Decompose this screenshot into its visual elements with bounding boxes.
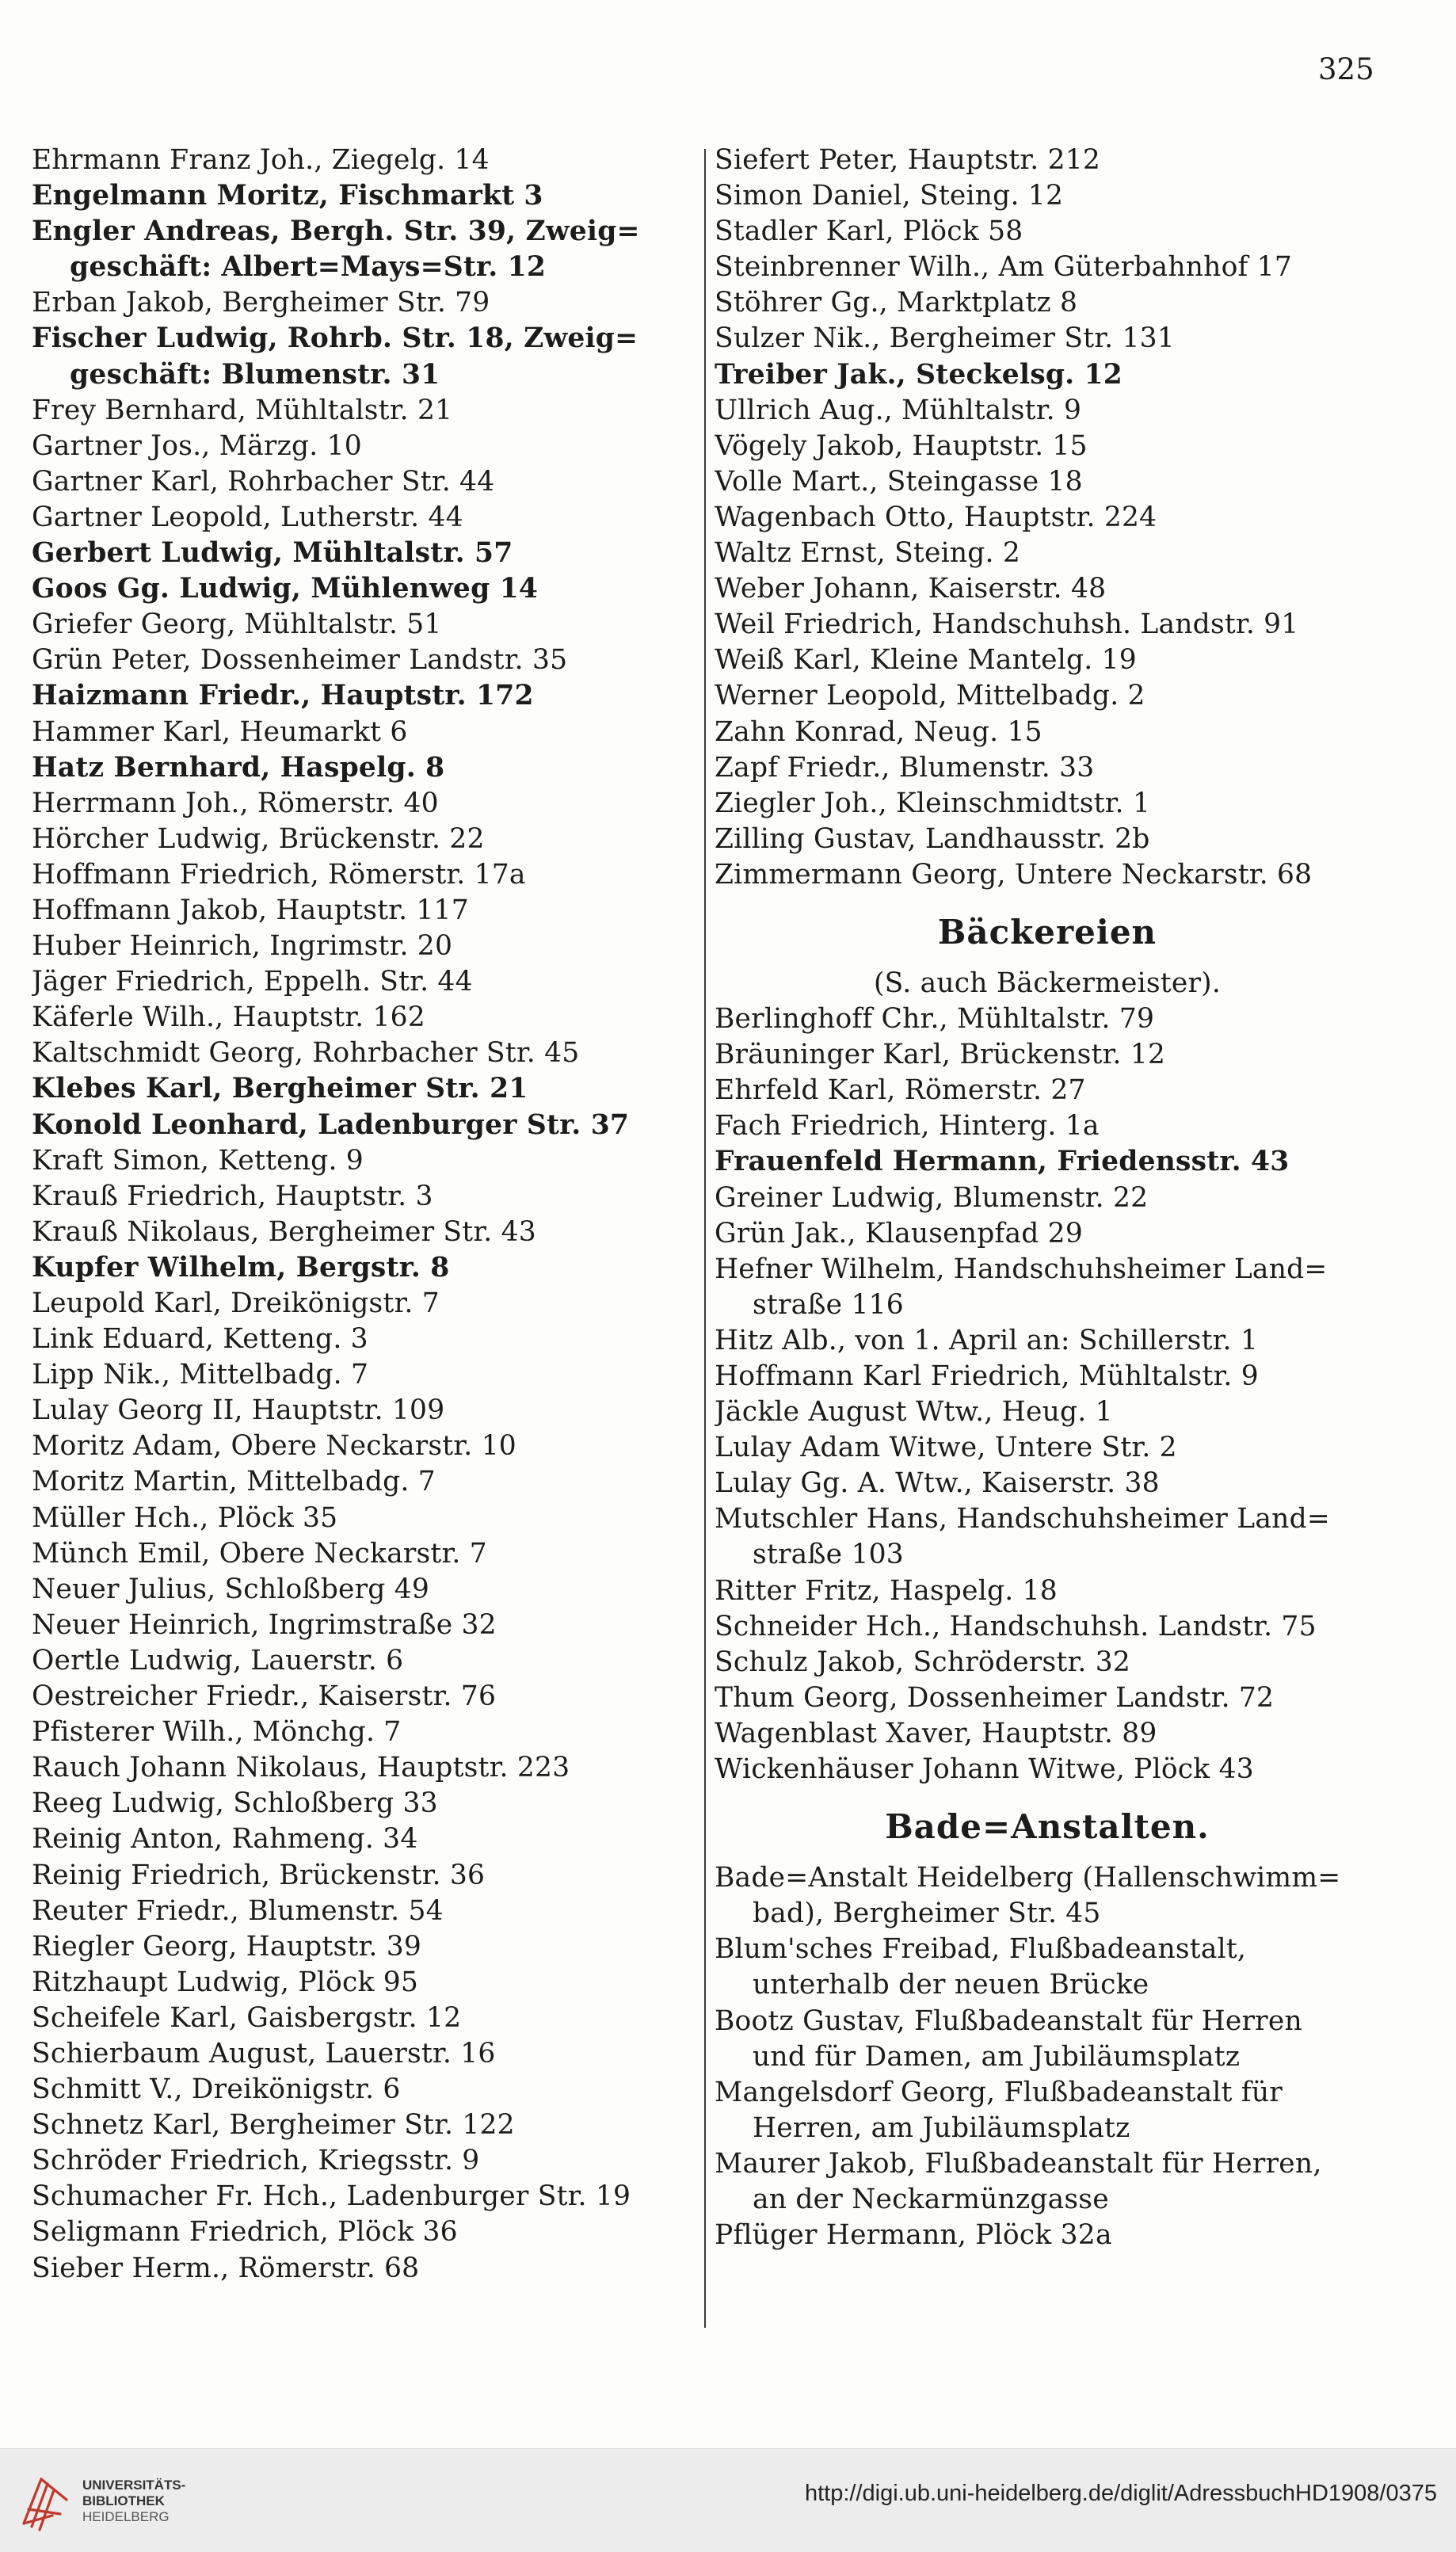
directory-entry: Rauch Johann Nikolaus, Hauptstr. 223	[32, 1752, 570, 1784]
directory-entry: Steinbrenner Wilh., Am Güterbahnhof 17	[715, 251, 1292, 284]
directory-entry: Lulay Georg II, Hauptstr. 109	[32, 1394, 445, 1427]
directory-entry: Mangelsdorf Georg, Flußbadeanstalt für	[715, 2076, 1283, 2108]
directory-entry: Frauenfeld Hermann, Friedensstr. 43	[715, 1146, 1290, 1178]
directory-entry: Schierbaum August, Lauerstr. 16	[32, 2037, 496, 2069]
directory-entry: Reuter Friedr., Blumenstr. 54	[32, 1894, 444, 1927]
directory-entry: Hörcher Ludwig, Brückenstr. 22	[32, 822, 485, 855]
directory-entry: Scheifele Karl, Gaisbergstr. 12	[32, 2001, 462, 2034]
left-column	[32, 143, 705, 2287]
footer-bar	[0, 2448, 1456, 2552]
directory-entry: Fach Friedrich, Hinterg. 1a	[715, 1110, 1100, 1142]
directory-entry: Konold Leonhard, Ladenburger Str. 37	[32, 1108, 630, 1141]
directory-entry: Schulz Jakob, Schröderstr. 32	[715, 1646, 1131, 1678]
directory-entry: Ehrmann Franz Joh., Ziegelg. 14	[32, 144, 490, 176]
directory-entry: Seligmann Friedrich, Plöck 36	[32, 2216, 458, 2249]
directory-entry: Moritz Martin, Mittelbadg. 7	[32, 1466, 436, 1498]
university-seal-icon	[17, 2468, 73, 2533]
directory-entry: Riegler Georg, Hauptstr. 39	[32, 1930, 422, 1963]
directory-entry-continuation: und für Damen, am Jubiläumsplatz	[753, 2040, 1241, 2073]
directory-entry: Weil Friedrich, Handschuhsh. Landstr. 91	[715, 608, 1299, 641]
directory-entry: Hoffmann Friedrich, Römerstr. 17a	[32, 858, 526, 891]
directory-entry: Krauß Nikolaus, Bergheimer Str. 43	[32, 1215, 536, 1248]
directory-entry: Mutschler Hans, Handschuhsheimer Land=	[715, 1503, 1330, 1535]
directory-entry: Wickenhäuser Johann Witwe, Plöck 43	[715, 1753, 1254, 1786]
directory-entry: Reeg Ludwig, Schloßberg 33	[32, 1787, 438, 1820]
directory-entry: Ritzhaupt Ludwig, Plöck 95	[32, 1966, 419, 1998]
directory-entry: Stadler Karl, Plöck 58	[715, 216, 1023, 248]
directory-entry: Fischer Ludwig, Rohrb. Str. 18, Zweig=	[32, 322, 638, 355]
page-number: 325	[1318, 52, 1374, 86]
directory-entry: Maurer Jakob, Flußbadeanstalt für Herren,	[715, 2147, 1322, 2180]
directory-entry: Kraft Simon, Ketteng. 9	[32, 1144, 364, 1177]
directory-entry: Herrmann Joh., Römerstr. 40	[32, 787, 439, 819]
directory-entry: Stöhrer Gg., Marktplatz 8	[715, 287, 1078, 319]
directory-entry: Weber Johann, Kaiserstr. 48	[715, 573, 1107, 605]
directory-entry: Wagenbach Otto, Hauptstr. 224	[715, 501, 1157, 533]
directory-entry: Pflüger Hermann, Plöck 32a	[715, 2219, 1112, 2252]
directory-entry: Ehrfeld Karl, Römerstr. 27	[715, 1074, 1086, 1107]
directory-entry: Bade=Anstalt Heidelberg (Hallenschwimm=	[715, 1862, 1341, 1894]
directory-entry: Bräuninger Karl, Brückenstr. 12	[715, 1039, 1166, 1071]
directory-entry: Werner Leopold, Mittelbadg. 2	[715, 680, 1145, 712]
directory-entry: Frey Bernhard, Mühltalstr. 21	[32, 394, 453, 426]
directory-entry: Klebes Karl, Bergheimer Str. 21	[32, 1073, 528, 1105]
section-subheading: (S. auch Bäckermeister).	[873, 967, 1222, 999]
directory-entry: Wagenblast Xaver, Hauptstr. 89	[715, 1717, 1157, 1749]
directory-entry: Hatz Bernhard, Haspelg. 8	[32, 751, 445, 784]
directory-entry: Zimmermann Georg, Untere Neckarstr. 68	[715, 858, 1313, 891]
directory-entry: Ullrich Aug., Mühltalstr. 9	[715, 394, 1082, 426]
directory-entry: Jäckle August Wtw., Heug. 1	[715, 1396, 1113, 1429]
directory-entry: Grün Peter, Dossenheimer Landstr. 35	[32, 644, 568, 677]
directory-entry: Krauß Friedrich, Hauptstr. 3	[32, 1180, 433, 1212]
directory-entry: Müller Hch., Plöck 35	[32, 1501, 338, 1534]
directory-entry-continuation: Herren, am Jubiläumsplatz	[753, 2111, 1130, 2144]
directory-entry: Schnetz Karl, Bergheimer Str. 122	[32, 2109, 515, 2142]
directory-entry-continuation: straße 103	[753, 1539, 904, 1571]
directory-entry: Leupold Karl, Dreikönigstr. 7	[32, 1287, 440, 1319]
directory-entry: Gartner Karl, Rohrbacher Str. 44	[32, 465, 495, 498]
directory-entry: Huber Heinrich, Ingrimstr. 20	[32, 930, 453, 963]
directory-entry: Zilling Gustav, Landhausstr. 2b	[715, 822, 1150, 855]
directory-entry: Gartner Jos., Märzg. 10	[32, 429, 362, 462]
directory-entry: Schmitt V., Dreikönigstr. 6	[32, 2073, 401, 2106]
directory-entry: Reinig Anton, Rahmeng. 34	[32, 1823, 418, 1856]
directory-entry: Hitz Alb., von 1. April an: Schillerstr. 1	[715, 1324, 1259, 1356]
directory-entry: Lipp Nik., Mittelbadg. 7	[32, 1359, 369, 1391]
directory-entry: Blum'sches Freibad, Flußbadeanstalt,	[715, 1933, 1247, 1966]
directory-entry: Reinig Friedrich, Brückenstr. 36	[32, 1859, 486, 1891]
right-column	[715, 143, 1380, 2253]
directory-entry: Hoffmann Karl Friedrich, Mühltalstr. 9	[715, 1360, 1259, 1392]
directory-entry: Moritz Adam, Obere Neckarstr. 10	[32, 1430, 516, 1463]
logo-line: BIBLIOTHEK	[82, 2493, 165, 2508]
directory-entry: Schneider Hch., Handschuhsh. Landstr. 75	[715, 1610, 1317, 1642]
directory-entry: Grün Jak., Klausenpfad 29	[715, 1217, 1083, 1249]
directory-entry: Lulay Adam Witwe, Untere Str. 2	[715, 1432, 1177, 1464]
directory-entry-continuation: geschäft: Blumenstr. 31	[70, 358, 440, 391]
directory-entry: Ziegler Joh., Kleinschmidtstr. 1	[715, 787, 1151, 819]
directory-entry: Volle Mart., Steingasse 18	[715, 465, 1083, 498]
directory-entry: Hoffmann Jakob, Hauptstr. 117	[32, 894, 469, 926]
directory-entry: Berlinghoff Chr., Mühltalstr. 79	[715, 1003, 1155, 1036]
directory-entry: Schröder Friedrich, Kriegsstr. 9	[32, 2145, 480, 2177]
directory-entry-continuation: bad), Bergheimer Str. 45	[753, 1898, 1101, 1930]
directory-entry: Simon Daniel, Steing. 12	[715, 180, 1064, 212]
directory-entry: Zapf Friedr., Blumenstr. 33	[715, 751, 1095, 784]
directory-entry: Schumacher Fr. Hch., Ladenburger Str. 19	[32, 2180, 631, 2213]
directory-entry: Engler Andreas, Bergh. Str. 39, Zweig=	[32, 216, 640, 248]
section-heading: Bade=Anstalten.	[885, 1808, 1210, 1847]
directory-entry: Jäger Friedrich, Eppelh. Str. 44	[32, 966, 473, 998]
directory-entry: Sulzer Nik., Bergheimer Str. 131	[715, 322, 1175, 355]
directory-entry: Treiber Jak., Steckelsg. 12	[715, 358, 1123, 391]
directory-entry: Gartner Leopold, Lutherstr. 44	[32, 501, 463, 533]
directory-entry: Waltz Ernst, Steing. 2	[715, 537, 1021, 570]
section-heading: Bäckereien	[937, 913, 1157, 952]
directory-entry: Haizmann Friedr., Hauptstr. 172	[32, 680, 534, 712]
directory-entry-continuation: unterhalb der neuen Brücke	[753, 1969, 1149, 2001]
logo-line: HEIDELBERG	[82, 2509, 170, 2524]
directory-entry: Zahn Konrad, Neug. 15	[715, 715, 1042, 748]
directory-entry: Kaltschmidt Georg, Rohrbacher Str. 45	[32, 1037, 580, 1070]
directory-entry: Sieber Herm., Römerstr. 68	[32, 2252, 420, 2284]
directory-entry: Bootz Gustav, Flußbadeanstalt für Herren	[715, 2005, 1302, 2037]
directory-entry: Engelmann Moritz, Fischmarkt 3	[32, 180, 543, 212]
logo-line: UNIVERSITÄTS-	[82, 2478, 186, 2493]
directory-entry: Münch Emil, Obere Neckarstr. 7	[32, 1537, 487, 1570]
directory-entry: Thum Georg, Dossenheimer Landstr. 72	[715, 1681, 1275, 1714]
directory-entry: Gerbert Ludwig, Mühltalstr. 57	[32, 537, 513, 570]
directory-entry: Hefner Wilhelm, Handschuhsheimer Land=	[715, 1253, 1328, 1285]
source-url[interactable]: http://digi.ub.uni-heidelberg.de/diglit/AdressbuchHD1908/0375	[804, 2481, 1437, 2506]
directory-entry: Siefert Peter, Hauptstr. 212	[715, 144, 1101, 176]
directory-entry: Ritter Fritz, Haspelg. 18	[715, 1574, 1058, 1607]
directory-entry: Hammer Karl, Heumarkt 6	[32, 715, 408, 748]
directory-entry: Lulay Gg. A. Wtw., Kaiserstr. 38	[715, 1467, 1160, 1500]
column-divider	[704, 149, 706, 2328]
directory-entry: Neuer Julius, Schloßberg 49	[32, 1573, 430, 1605]
directory-entry: Oestreicher Friedr., Kaiserstr. 76	[32, 1680, 497, 1713]
directory-entry: Goos Gg. Ludwig, Mühlenweg 14	[32, 573, 539, 605]
directory-entry: Weiß Karl, Kleine Mantelg. 19	[715, 644, 1137, 677]
directory-entry-continuation: an der Neckarmünzgasse	[753, 2183, 1109, 2215]
directory-entry: Pfisterer Wilh., Mönchg. 7	[32, 1716, 402, 1749]
directory-entry: Greiner Ludwig, Blumenstr. 22	[715, 1181, 1149, 1214]
directory-entry: Kupfer Wilhelm, Bergstr. 8	[32, 1251, 450, 1284]
directory-entry-continuation: straße 116	[753, 1288, 904, 1321]
directory-entry: Griefer Georg, Mühltalstr. 51	[32, 608, 442, 641]
library-logo-text	[82, 2478, 185, 2525]
directory-entry: Erban Jakob, Bergheimer Str. 79	[32, 287, 490, 319]
directory-entry-continuation: geschäft: Albert=Mays=Str. 12	[70, 251, 547, 284]
directory-entry: Link Eduard, Ketteng. 3	[32, 1323, 368, 1356]
directory-entry: Vögely Jakob, Hauptstr. 15	[715, 429, 1088, 462]
directory-entry: Neuer Heinrich, Ingrimstraße 32	[32, 1608, 497, 1641]
directory-entry: Oertle Ludwig, Lauerstr. 6	[32, 1644, 404, 1677]
directory-entry: Käferle Wilh., Hauptstr. 162	[32, 1001, 425, 1034]
